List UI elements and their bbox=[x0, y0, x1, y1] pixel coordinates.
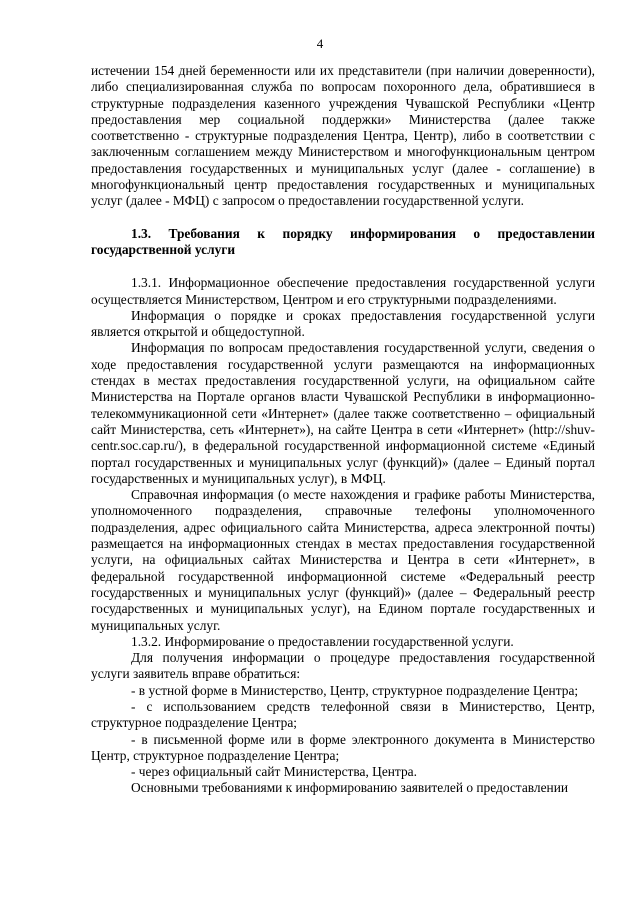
paragraph: Информация по вопросам предоставления государственной услуги, сведения о ходе предоставления государственной услуги размещаются на информационных стендах в местах предоставления государственной услуги, на официальном сайте Министерства на Портале органов власти Чувашской Республики в информационно-телекоммуникационной сети «Интернет» (далее также соответственно – официальный сайт Министерства, сеть «Интернет»), на сайте Центра в сети «Интернет» (http://shuv-centr.soc.cap.ru/), в федеральной государственной информационной системе «Единый портал государственных и муниципальных услуг (функций)» (далее – Единый портал государственных и муниципальных услуг), в МФЦ. bbox=[91, 340, 595, 486]
section-heading: 1.3. Требования к порядку информирования о предоставлении государственной услуги bbox=[91, 225, 595, 257]
paragraph: Информация о порядке и сроках предоставления государственной услуги является открытой и общедоступной. bbox=[91, 307, 595, 340]
paragraph: 1.3.1. Информационное обеспечение предоставления государственной услуги осуществляется Министерством, Центром и его структурными подразделениями. bbox=[91, 275, 595, 307]
list-item: - в письменной форме или в форме электронного документа в Министерство Центр, структурное подразделение Центра; bbox=[91, 731, 595, 763]
paragraph: истечении 154 дней беременности или их представители (при наличии доверенности), либо специализированная служба по вопросам похоронного дела, обратившиеся в структурные подразделения казенного учреждения Чувашской Республики «Центр предоставления мер социальной поддержки» Министерства (далее также соответственно - структурные подразделения Центра, Центр), либо в соответствии с заключенным соглашением между Министерством и многофункциональным центром предоставления государственных и муниципальных услуг (далее - соглашение) в многофункциональный центр предоставления государственных и муниципальных услуг (далее - МФЦ) с запросом о предоставлении государственной услуги. bbox=[91, 63, 595, 209]
document-body bbox=[91, 63, 595, 797]
list-item: - с использованием средств телефонной связи в Министерство, Центр, структурное подразделение Центра; bbox=[91, 698, 595, 731]
paragraph: 1.3.2. Информирование о предоставлении государственной услуги. bbox=[131, 633, 514, 649]
paragraph: Для получения информации о процедуре предоставления государственной услуги заявитель вправе обратиться: bbox=[91, 650, 595, 682]
list-item: - в устной форме в Министерство, Центр, структурное подразделение Центра; bbox=[131, 682, 579, 698]
paragraph: Справочная информация (о месте нахождения и графике работы Министерства, уполномоченного подразделения, справочные телефоны уполномоченного подразделения, адрес официального сайта Министерства, адреса электронной почты) размещается на информационных стендах в местах предоставления государственной услуги, на официальных сайтах Министерства и Центра в сети «Интернет», в федеральной государственной информационной системе «Федеральный реестр государственных и муниципальных услуг (функций)» (далее – Федеральный реестр государственных и муниципальных услуг), на Едином портале государственных и муниципальных услуг. bbox=[91, 487, 595, 633]
list-item: - через официальный сайт Министерства, Центра. bbox=[131, 764, 417, 780]
page-number: 4 bbox=[316, 36, 324, 51]
paragraph: Основными требованиями к информированию заявителей о предоставлении bbox=[131, 780, 569, 796]
